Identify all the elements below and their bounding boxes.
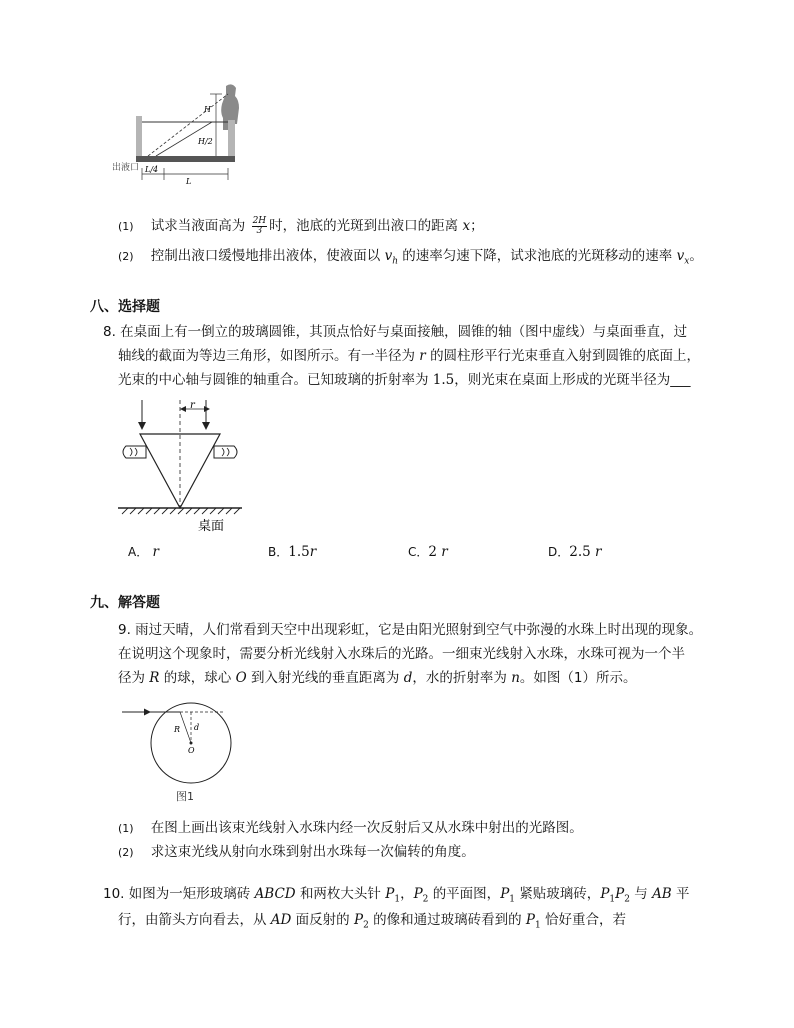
fig-label-r: r (190, 400, 195, 411)
left-holder (123, 446, 146, 458)
q7-part2-text-a: 控制出液口缓慢地排出液体，使液面以 (150, 248, 381, 264)
q10-line-1d: 的平面图， (432, 886, 501, 902)
q8-line-2b: 的圆柱形平行光束垂直入射到圆锥的底面上， (430, 348, 701, 364)
var-v-h: $v_h$ (384, 248, 398, 267)
q7-part1-text-a: 试求当液面高为 (150, 218, 246, 234)
var-ABCD: ABCD (254, 886, 296, 902)
fig-label-R: R (174, 725, 181, 734)
fraction-2H-over-3: $\frac{2H}{3}$ (252, 215, 267, 236)
q7-part1 (118, 216, 484, 237)
label-L-quarter: L/4 (145, 165, 159, 174)
var-P1-c: $P_1$ (525, 912, 541, 931)
label-H: H (204, 105, 211, 114)
q8-line-3b: ，则光束在桌面上形成的光斑半径为___ (454, 372, 691, 388)
q10-line-1 (103, 884, 690, 910)
q10-line-2d: 恰好重合，若 (545, 912, 627, 928)
section-8-title: 八、选择题 (90, 299, 160, 315)
pool-figure (112, 80, 252, 188)
q10-line-1g: 平 (676, 886, 690, 902)
var-P2-a: $P_2$ (413, 886, 429, 905)
option-C[interactable] (408, 542, 448, 562)
var-d: d (403, 670, 413, 686)
q9-line-3c: 到入射光线的垂直距离为 (250, 670, 400, 686)
label-L: L (186, 177, 192, 186)
q8-line-3 (118, 370, 691, 390)
pool-right-wall (228, 120, 235, 158)
q10-line-2a: 行，由箭头方向看去，从 (118, 912, 267, 928)
option-C-letter: C． (408, 545, 429, 559)
option-D-var: r (595, 544, 602, 560)
var-x: x (462, 218, 471, 234)
q10-line-1e: 紧贴玻璃砖， (519, 886, 601, 902)
q9-line-3d: ，水的折射率为 (412, 670, 507, 686)
q7-part1-number: (1) (118, 220, 134, 233)
q9-line-3e: 。如图（1）所示。 (519, 670, 637, 686)
q7-part2-text-b: 的速率匀速下降，试求池底的光斑移动的速率 (402, 248, 673, 264)
fig-label-O: O (188, 746, 195, 755)
option-D-letter: D． (548, 545, 570, 559)
q10-line-1b: 和两枚大头针 (299, 886, 381, 902)
q7-part2-number: (2) (118, 250, 134, 263)
option-A[interactable] (128, 542, 159, 562)
var-n: n (511, 670, 520, 686)
q9-line-1: 9. 雨过天晴，人们常看到天空中出现彩虹，它是由阳光照射到空气中弥漫的水珠上时出现的现象。 (118, 622, 703, 638)
q9-part2-text: 求这束光线从射向水珠到射出水珠每一次偏转的角度。 (150, 844, 475, 860)
option-B-var: r (309, 544, 317, 560)
section-9-title: 九、解答题 (90, 595, 160, 611)
var-r: r (419, 348, 426, 364)
var-AD: AD (270, 912, 292, 928)
var-P1-b: $P_1$ (500, 886, 516, 905)
refractive-index: 1.5 (432, 372, 455, 388)
q8-line-3a: 光束的中心轴与圆锥的轴重合。已知玻璃的折射率为 (118, 372, 429, 388)
droplet-figure (118, 700, 258, 806)
q7-part2-end: 。 (689, 248, 703, 264)
q7-part1-text-b: 时，池底的光斑到出液口的距离 (269, 218, 459, 234)
var-P2-b: $P_2$ (353, 912, 369, 931)
label-outlet: 出液口 (112, 163, 140, 173)
q10-line-2b: 面反射的 (295, 912, 350, 928)
cone-figure (116, 398, 246, 538)
q9-line-2: 在说明这个现象时，需要分析光线射入水珠后的光路。一细束光线射入水珠，水珠可视为一个半 (118, 646, 685, 662)
option-A-var: r (152, 544, 159, 560)
q9-line-3a: 径为 (118, 670, 145, 686)
var-P1P2: $P_1P_2$ (600, 886, 630, 905)
option-D[interactable] (548, 542, 602, 562)
q10-comma: ， (400, 886, 414, 902)
q8-line-2a: 轴线的截面为等边三角形，如图所示。有一半径为 (118, 348, 415, 364)
q9-part1-text: 在图上画出该束光线射入水珠内经一次反射后又从水珠中射出的光路图。 (150, 820, 583, 836)
q10-line-2c: 的像和通过玻璃砖看到的 (373, 912, 522, 928)
var-P1-a: $P_1$ (385, 886, 401, 905)
var-v-x: $v_x$ (676, 248, 690, 267)
fig-label-d: d (194, 723, 200, 732)
var-AB: AB (652, 886, 672, 902)
q10-line-2 (118, 910, 626, 936)
label-H-half: H/2 (198, 137, 213, 146)
pool-left-wall (136, 116, 142, 158)
q8-line-2 (118, 346, 700, 366)
fig-label-table: 桌面 (198, 519, 225, 534)
q10-line-1f: 与 (634, 886, 648, 902)
option-C-value: 2 (428, 544, 437, 560)
pool-bottom (136, 156, 235, 162)
q9-line-3b: 的球，球心 (163, 670, 232, 686)
option-D-value: 2.5 (569, 544, 591, 560)
fig-caption: 图1 (176, 790, 194, 803)
q8-line-1: 8. 在桌面上有一倒立的玻璃圆锥，其顶点恰好与桌面接触，圆锥的轴（图中虚线）与桌面垂直，过 (103, 324, 688, 340)
q9-part1-number: (1) (118, 822, 134, 835)
var-R: R (149, 670, 160, 686)
option-A-letter: A． (128, 545, 149, 559)
var-O: O (235, 670, 247, 686)
q7-part1-end: ； (470, 218, 484, 234)
q9-part1 (118, 818, 583, 839)
right-holder (214, 446, 237, 458)
q9-line-3 (118, 668, 636, 688)
option-B-value: 1.5 (288, 544, 310, 560)
q10-line-1a: 10. 如图为一矩形玻璃砖 (103, 886, 251, 902)
option-B-letter: B． (268, 545, 289, 559)
q9-part2-number: (2) (118, 846, 134, 859)
q9-part2 (118, 842, 475, 863)
option-C-var: r (441, 544, 448, 560)
q7-part2 (118, 246, 703, 272)
option-B[interactable] (268, 542, 316, 562)
